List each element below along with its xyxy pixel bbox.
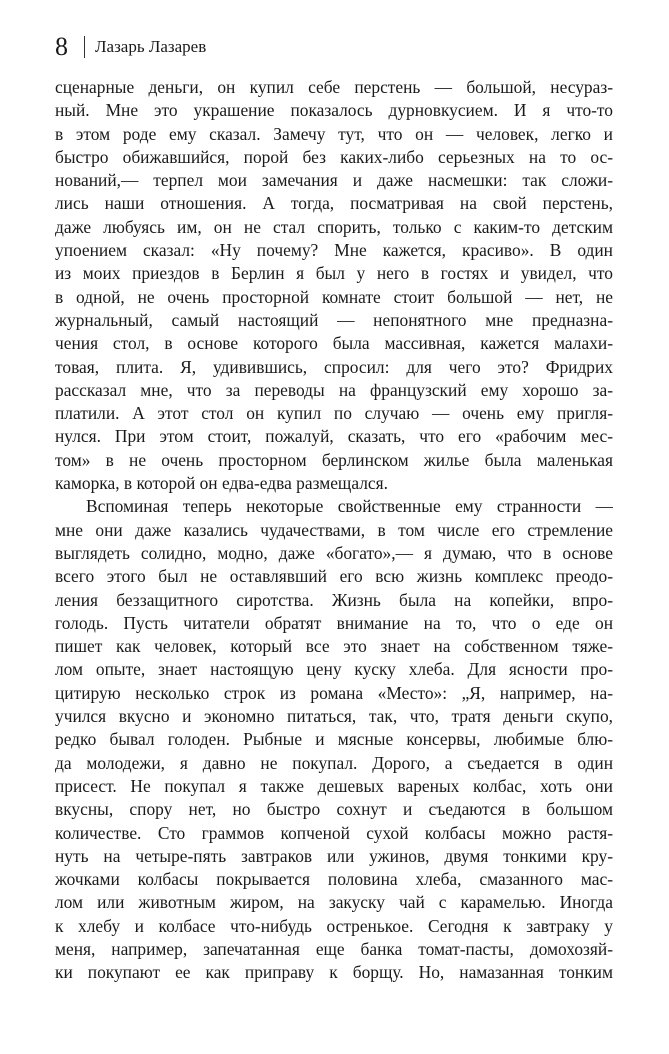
text-line: ления беззащитного сиротства. Жизнь была на копейки, впро- [55, 589, 613, 610]
text-line: жочками колбасы покрывается половина хлеба, смазанного мас- [55, 869, 613, 890]
running-head [55, 30, 206, 64]
text-line: нуть на четыре-пять завтраков или ужинов, двумя тонкими кру- [55, 845, 613, 866]
text-line: из моих приездов в Берлин я был у него в гостях и увидел, что [55, 263, 613, 284]
text-line: том» в не очень просторном берлинском жилье была маленькая [55, 449, 613, 470]
text-line: пишет как человек, который все это знает на собственном тяже- [55, 636, 613, 657]
text-line: учился вкусно и экономно питаться, так, что, тратя деньги скупо, [55, 706, 613, 727]
text-line: быстро обижавшийся, порой без каких-либо серьезных на то ос- [55, 146, 613, 167]
text-line: рассказал мне, что за переводы на французский ему хорошо за- [55, 379, 613, 400]
text-line: выглядеть солидно, модно, даже «богато»,— я думаю, что в основе [55, 542, 613, 563]
text-line: меня, например, запечатанная еще банка томат-пасты, домохозяй- [55, 938, 613, 959]
text-line: нулся. При этом стоит, пожалуй, сказать, что его «рабочим мес- [55, 426, 613, 447]
text-line: вкусны, спору нет, но быстро сохнут и съедаются в большом [55, 799, 613, 820]
text-line: товая, плита. Я, удивившись, спросил: для чего это? Фридрих [55, 356, 613, 377]
text-line: журнальный, самый настоящий — непонятного мне предназна- [55, 309, 613, 330]
text-line: нований,— терпел мои замечания и даже насмешки: так сложи- [55, 170, 613, 191]
text-line: сценарные деньги, он купил себе перстень — большой, несураз- [55, 77, 613, 97]
text-line: платили. А этот стол он купил по случаю — очень ему пригля- [55, 403, 613, 424]
body-text [55, 76, 613, 985]
text-line: присест. Не покупал я также дешевых вареных колбас, хоть они [55, 775, 613, 796]
text-line: к хлебу и колбасе что-нибудь остренькое. Сегодня к завтраку у [55, 915, 613, 936]
text-line: мне они даже казались чудачествами, в том числе его стремление [55, 519, 613, 540]
text-line: цитирую несколько строк из романа «Место»: „Я, например, на- [55, 682, 613, 703]
text-line: количестве. Сто граммов копченой сухой колбасы можно растя- [55, 822, 613, 843]
text-line: да молодежи, я давно не покупал. Дорого, а съедается в один [55, 752, 613, 773]
header-separator [84, 36, 85, 58]
book-title: Лазарь Лазарев [95, 37, 207, 56]
paragraph-first-line: Вспоминая теперь некоторые свойственные ему странности — [86, 496, 613, 517]
text-line: даже любуясь им, он не стал спорить, только с каким-то детским [55, 216, 613, 237]
text-line: лом опыте, знает настоящую цену куску хлеба. Для ясности про- [55, 659, 613, 680]
text-line: голодь. Пусть читатели обратят внимание на то, что о еде он [55, 612, 613, 633]
text-line: в одной, не очень просторной комнате стоит большой — нет, не [55, 286, 613, 307]
text-line: чения стол, в основе которого была массивная, кажется малахи- [55, 333, 613, 354]
text-line: редко бывал голоден. Рыбные и мясные консервы, любимые блю- [55, 729, 613, 750]
text-line: в этом роде ему сказал. Замечу тут, что он — человек, легко и [55, 123, 613, 144]
text-line: лись наши отношения. А тогда, посматривая на свой перстень, [55, 193, 613, 214]
text-line: всего этого был не оставлявший его всю жизнь комплекс преодо- [55, 566, 613, 587]
text-line: упоением сказал: «Ну почему? Мне кажется, красиво». В один [55, 240, 613, 261]
text-line: ный. Мне это украшение показалось дурновкусием. И я что-то [55, 100, 613, 121]
text-line: лом или животным жиром, на закуску чай с карамелью. Иногда [55, 892, 613, 913]
text-line: ки покупают ее как приправу к борщу. Но, намазанная тонким [55, 962, 613, 983]
page-number: 8 [55, 32, 68, 61]
paragraph-last-line: каморка, в которой он едва-едва размещался. [55, 473, 388, 494]
